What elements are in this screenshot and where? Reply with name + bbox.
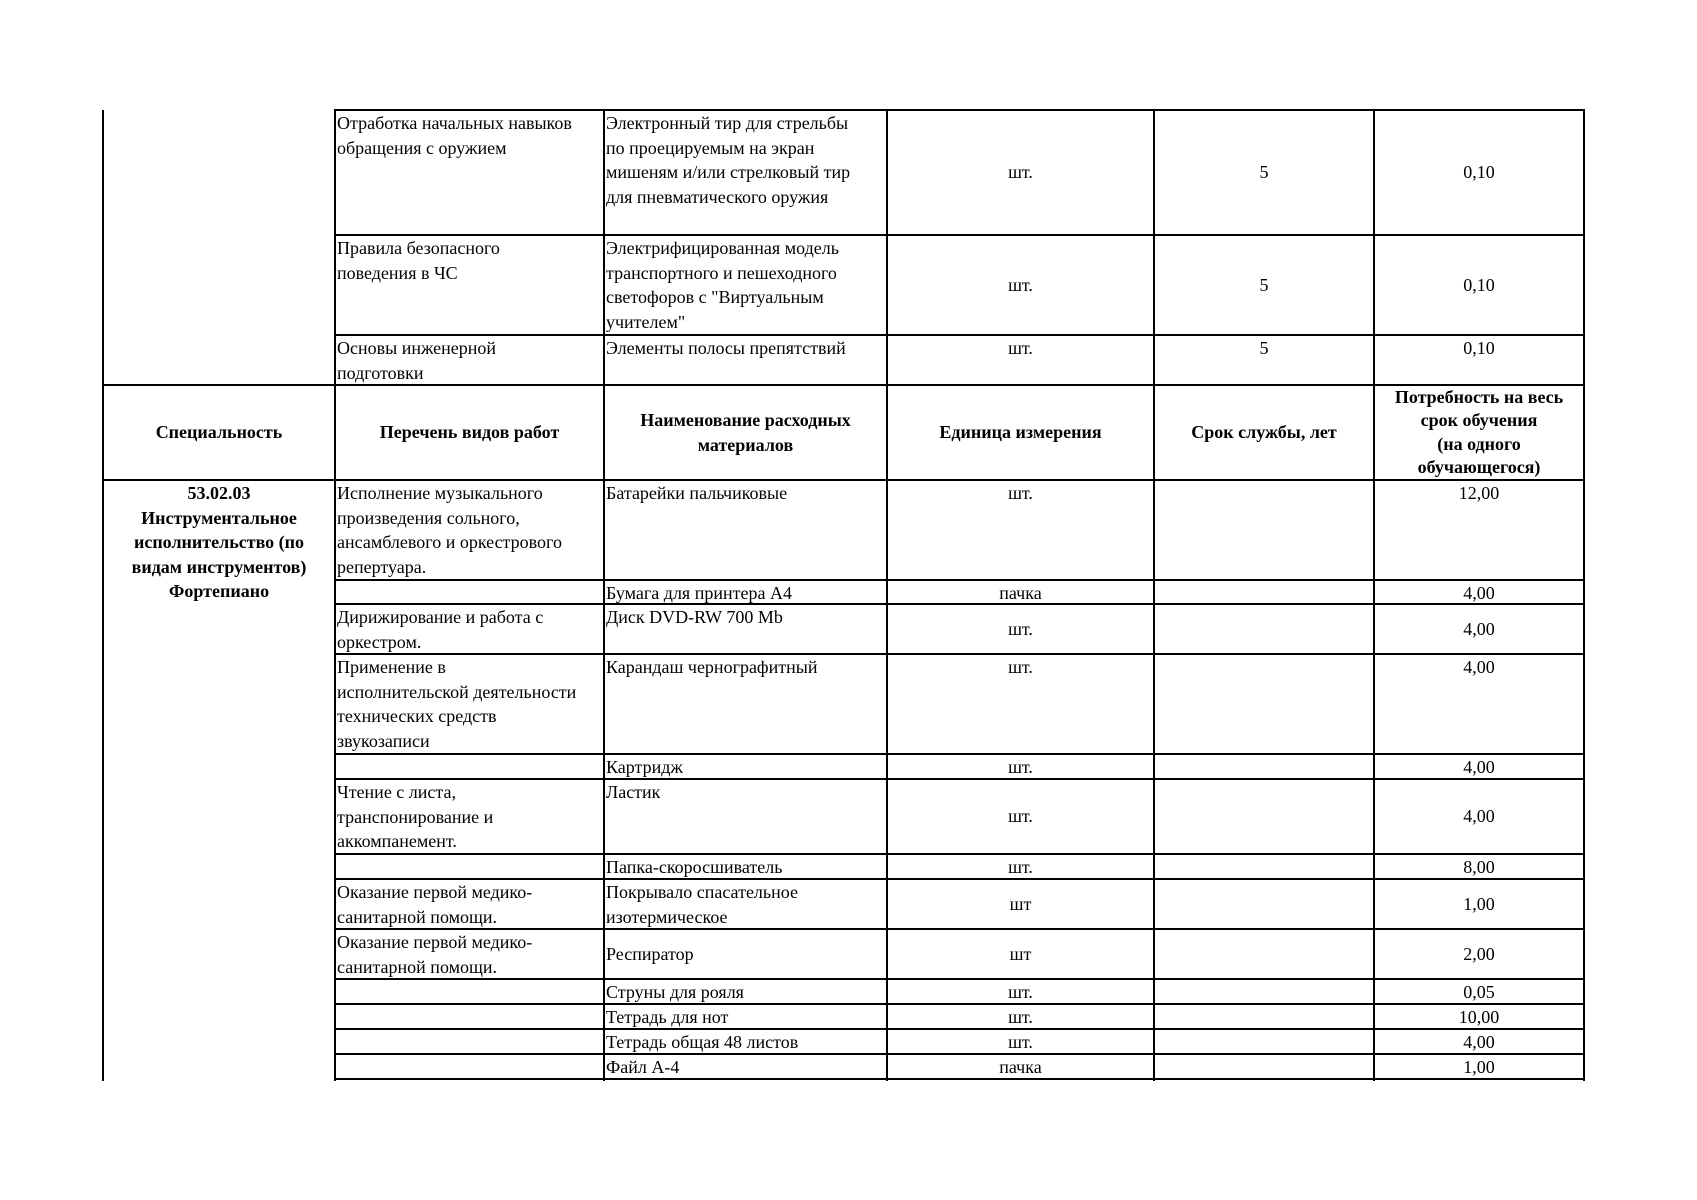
table-border: [603, 110, 605, 1081]
need-cell: 2,00: [1463, 943, 1495, 964]
unit-cell: шт.: [1008, 274, 1033, 295]
service-life-cell: [1155, 930, 1373, 978]
table-border: [1583, 110, 1585, 1081]
service-life-cell: [1155, 481, 1373, 579]
work-cell: [337, 1030, 602, 1053]
table-border: [334, 110, 336, 1081]
work-cell: Оказание первой медико- санитарной помощи.: [337, 932, 533, 977]
work-cell: Оказание первой медико- санитарной помощи.: [337, 882, 533, 927]
work-cell: [337, 980, 602, 1003]
service-life-cell: [1155, 1055, 1373, 1078]
unit-cell: шт.: [1008, 618, 1033, 639]
unit-cell: шт.: [1008, 1032, 1033, 1052]
unit-cell: пачка: [999, 583, 1042, 603]
header-specialty: Специальность: [155, 422, 283, 443]
unit-cell: шт.: [1008, 857, 1033, 877]
need-cell: 4,00: [1463, 657, 1495, 677]
material-cell: Картридж: [606, 757, 683, 777]
material-cell: Батарейки пальчиковые: [606, 483, 788, 503]
unit-cell: шт.: [1008, 1007, 1033, 1027]
work-cell: [337, 1055, 602, 1078]
need-cell: 12,00: [1458, 483, 1500, 503]
service-life-cell: 5: [1259, 274, 1269, 295]
service-life-cell: [1155, 855, 1373, 878]
work-cell: Дирижирование и работа с оркестром.: [337, 607, 544, 652]
material-cell: Тетрадь для нот: [606, 1007, 729, 1027]
unit-cell: шт.: [1008, 161, 1033, 182]
unit-cell: шт.: [1008, 338, 1033, 358]
need-cell: 8,00: [1463, 857, 1495, 877]
work-cell: [337, 855, 602, 878]
material-cell: Респиратор: [606, 943, 694, 964]
need-cell: 4,00: [1463, 806, 1495, 827]
material-cell: Покрывало спасательное изотермическое: [606, 882, 798, 927]
material-cell: Электронный тир для стрельбы по проецируемым на экран мишеням и/или стрелковый тир для пневматического оружия: [606, 113, 851, 207]
unit-cell: шт.: [1008, 757, 1033, 777]
service-life-cell: [1155, 880, 1373, 928]
material-cell: Карандаш чернографитный: [606, 657, 818, 677]
service-life-cell: [1155, 1030, 1373, 1053]
header-need: Потребность на весь срок обучения (на одного обучающегося): [1394, 386, 1564, 477]
table-border: [334, 1078, 1585, 1080]
need-cell: 0,10: [1463, 274, 1495, 295]
unit-cell: пачка: [999, 1057, 1042, 1077]
service-life-cell: [1155, 581, 1373, 603]
need-cell: 4,00: [1463, 757, 1495, 777]
unit-cell: шт: [1009, 943, 1032, 964]
work-cell: Основы инженерной подготовки: [337, 338, 497, 383]
material-cell: Элементы полосы препятствий: [606, 338, 846, 358]
unit-cell: шт.: [1008, 483, 1033, 503]
header-unit: Единица измерения: [939, 422, 1102, 443]
need-cell: 1,00: [1463, 1057, 1495, 1077]
header-materials: Наименование расходных материалов: [640, 410, 851, 455]
service-life-cell: [1155, 655, 1373, 753]
work-cell: [337, 581, 602, 603]
service-life-cell: [1155, 755, 1373, 778]
specialty-name: 53.02.03 Инструментальное исполнительство (по видам инструментов) Фортепиано: [131, 483, 307, 601]
material-cell: Файл А-4: [606, 1057, 680, 1077]
need-cell: 4,00: [1463, 1032, 1495, 1052]
material-cell: Струны для рояля: [606, 982, 744, 1002]
need-cell: 4,00: [1463, 618, 1495, 639]
material-cell: Ластик: [606, 782, 661, 802]
material-cell: Папка-скоросшиватель: [606, 857, 783, 877]
need-cell: 10,00: [1458, 1007, 1500, 1027]
need-cell: 1,00: [1463, 893, 1495, 914]
service-life-cell: [1155, 605, 1373, 653]
work-cell: Исполнение музыкального произведения сольного, ансамблевого и оркестрового репертуара.: [337, 483, 562, 577]
need-cell: 0,05: [1463, 982, 1495, 1002]
header-service-life: Срок службы, лет: [1191, 422, 1337, 443]
material-cell: Тетрадь общая 48 листов: [606, 1032, 799, 1052]
work-cell: Применение в исполнительской деятельности технических средств звукозаписи: [337, 657, 577, 751]
work-cell: [337, 755, 602, 778]
need-cell: 4,00: [1463, 583, 1495, 603]
need-cell: 0,10: [1463, 338, 1495, 358]
material-cell: Диск DVD-RW 700 Mb: [606, 607, 783, 627]
work-cell: Чтение с листа, транспонирование и аккомпанемент.: [337, 782, 494, 851]
work-cell: Отработка начальных навыков обращения с оружием: [337, 113, 572, 158]
material-cell: Бумага для принтера А4: [606, 583, 792, 603]
service-life-cell: [1155, 780, 1373, 853]
service-life-cell: 5: [1259, 161, 1269, 182]
unit-cell: шт: [1009, 893, 1032, 914]
work-cell: Правила безопасного поведения в ЧС: [337, 238, 500, 283]
work-cell: [337, 1005, 602, 1028]
service-life-cell: [1155, 980, 1373, 1003]
unit-cell: шт.: [1008, 982, 1033, 1002]
need-cell: 0,10: [1463, 161, 1495, 182]
service-life-cell: [1155, 1005, 1373, 1028]
service-life-cell: 5: [1259, 338, 1269, 358]
unit-cell: шт.: [1008, 657, 1033, 677]
unit-cell: шт.: [1008, 806, 1033, 827]
header-works: Перечень видов работ: [379, 422, 560, 443]
material-cell: Электрифицированная модель транспортного и пешеходного светофоров с "Виртуальным учителем": [606, 238, 839, 332]
